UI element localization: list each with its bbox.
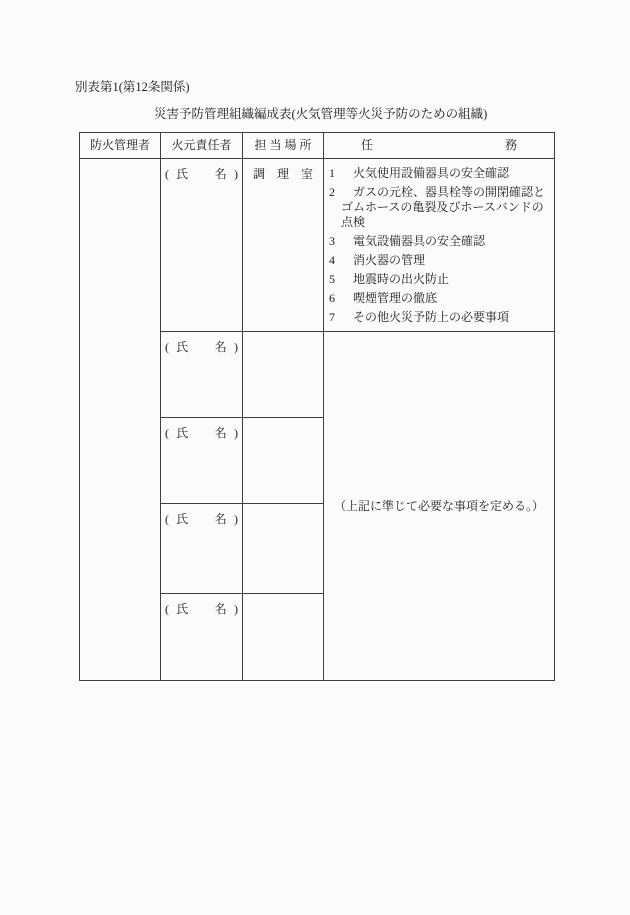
appendix-label: 別表第1(第12条関係) — [75, 80, 190, 94]
name-field-3 — [161, 418, 243, 504]
name-label: (氏 名) — [165, 167, 238, 181]
duty-text: 電気設備器具の安全確認 — [353, 234, 486, 248]
duty-item — [329, 234, 551, 249]
assigned-area-cell-3 — [243, 418, 324, 504]
duty-item — [329, 310, 551, 325]
assigned-area-cell-2 — [243, 332, 324, 418]
duty-number: 4 — [329, 253, 335, 267]
header-fire-prevention-manager: 防火管理者 — [80, 133, 161, 159]
duty-text: 火気使用設備器具の安全確認 — [353, 166, 510, 180]
duty-number: 7 — [329, 310, 335, 324]
duty-text: 消火器の管理 — [353, 253, 426, 267]
name-field-1 — [161, 159, 243, 332]
duty-number: 1 — [329, 166, 335, 180]
duties-list — [324, 159, 555, 332]
organization-table — [79, 132, 555, 681]
assigned-area-cell-1 — [243, 159, 324, 332]
header-assigned-area: 担 当 場 所 — [243, 133, 324, 159]
name-field-5 — [161, 594, 243, 681]
table-row-1 — [80, 159, 555, 332]
header-fire-source-officer: 火元責任者 — [161, 133, 243, 159]
duty-text: ガスの元栓、器具栓等の開閉確認とゴムホースの亀裂及びホースバンドの点検 — [341, 185, 546, 229]
assigned-area-cell-5 — [243, 594, 324, 681]
duty-item — [329, 272, 551, 287]
name-label: (氏 名) — [165, 340, 238, 354]
header-duties: 任 務 — [324, 133, 555, 159]
document-title: 災害予防管理組織編成表(火気管理等火災予防のための組織) — [154, 107, 488, 121]
duties-note-cell — [324, 332, 555, 681]
name-field-2 — [161, 332, 243, 418]
duty-number: 3 — [329, 234, 335, 248]
header-row — [80, 133, 555, 159]
duty-number: 6 — [329, 291, 335, 305]
duty-text: 地震時の出火防止 — [353, 272, 450, 286]
note-text: （上記に準じて必要な事項を定める。） — [333, 498, 544, 513]
duty-number: 5 — [329, 272, 335, 286]
duty-text: その他火災予防上の必要事項 — [353, 310, 510, 324]
name-field-4 — [161, 504, 243, 594]
duty-text: 喫煙管理の徹底 — [353, 291, 438, 305]
assigned-area-value: 調 理 室 — [252, 167, 313, 181]
duty-item — [329, 291, 551, 306]
duty-item — [329, 253, 551, 268]
name-label: (氏 名) — [165, 512, 238, 526]
assigned-area-cell-4 — [243, 504, 324, 594]
duty-item — [329, 185, 551, 230]
name-label: (氏 名) — [165, 426, 238, 440]
duty-number: 2 — [329, 185, 335, 199]
name-label: (氏 名) — [165, 602, 238, 616]
duty-item — [329, 166, 551, 181]
fire-prevention-manager-cell — [80, 159, 161, 681]
